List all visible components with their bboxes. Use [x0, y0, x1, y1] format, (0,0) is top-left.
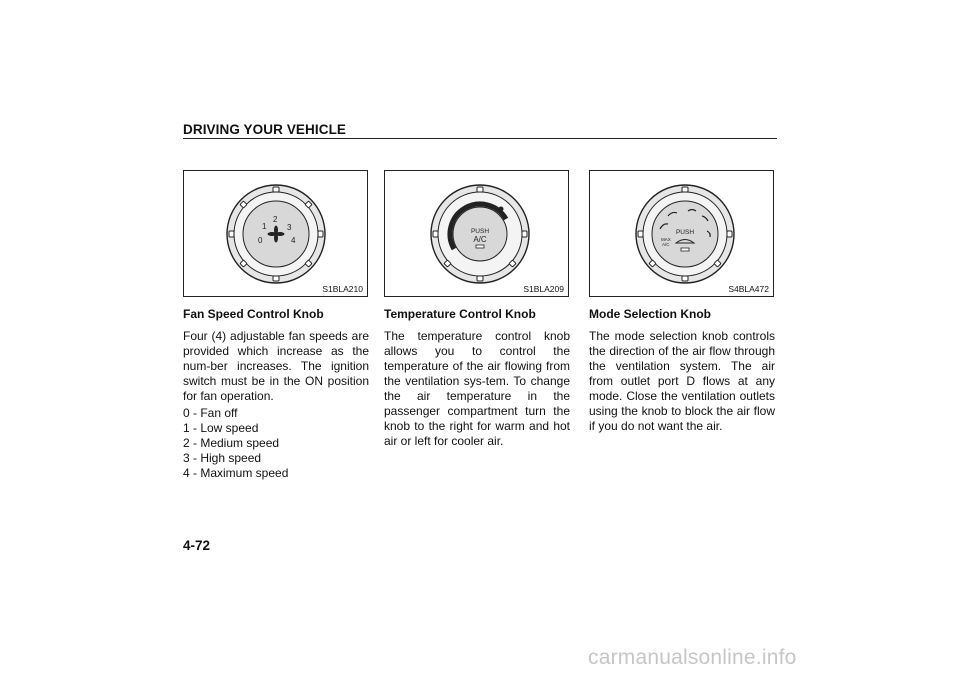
temp-push-label: PUSH — [470, 228, 490, 235]
fan-speed-section — [183, 307, 369, 481]
temp-ac-label: A/C — [473, 235, 487, 244]
temperature-knob-figure — [384, 170, 569, 297]
temperature-section — [384, 307, 570, 449]
fan-speed-knob-figure — [183, 170, 368, 297]
list-item: 4 - Maximum speed — [183, 466, 289, 480]
figure-code: S1BLA210 — [322, 284, 363, 294]
mode-max-label: MAX — [661, 237, 671, 242]
mode-knob-illustration — [590, 171, 775, 298]
page-header: DRIVING YOUR VEHICLE — [183, 122, 347, 137]
fan-speed-knob-illustration — [184, 171, 369, 298]
section-title: Fan Speed Control Knob — [183, 307, 324, 321]
mode-knob-figure — [589, 170, 774, 297]
fan-speed-list — [183, 406, 369, 481]
fan-label-1: 1 — [262, 222, 267, 231]
fan-label-2: 2 — [273, 215, 278, 224]
watermark: carmanualsonline.info — [588, 646, 797, 669]
list-item: 0 - Fan off — [183, 406, 238, 420]
section-title: Mode Selection Knob — [589, 307, 712, 321]
section-body: The mode selection knob controls the direction of the air flow through the ventilation system. The air from outlet port D flows at any mode. Close the ventilation outlets using the knob to block the air flow if you do not want the air. — [589, 329, 775, 433]
list-item: 1 - Low speed — [183, 421, 259, 435]
figure-code: S4BLA472 — [728, 284, 769, 294]
mode-ac-label: A/C — [662, 242, 670, 247]
temperature-knob-illustration — [385, 171, 570, 298]
mode-push-label: PUSH — [675, 229, 695, 236]
mode-section — [589, 307, 775, 434]
section-body: Four (4) adjustable fan speeds are provided which increase as the num-ber increases. The ignition switch must be in the ON position for fan operation. — [183, 329, 369, 403]
fan-label-0: 0 — [258, 236, 263, 245]
fan-label-3: 3 — [287, 223, 292, 232]
list-item: 3 - High speed — [183, 451, 262, 465]
list-item: 2 - Medium speed — [183, 436, 280, 450]
page-number: 4-72 — [183, 538, 211, 553]
fan-label-4: 4 — [291, 236, 296, 245]
header-rule — [183, 138, 777, 139]
figure-code: S1BLA209 — [523, 284, 564, 294]
section-body: The temperature control knob allows you to control the temperature of the air flowing from the ventilation sys-tem. To change the air temperature in the passenger compartment turn the knob to the right for warm and hot air or left for cooler air. — [384, 329, 570, 448]
section-title: Temperature Control Knob — [384, 307, 536, 321]
